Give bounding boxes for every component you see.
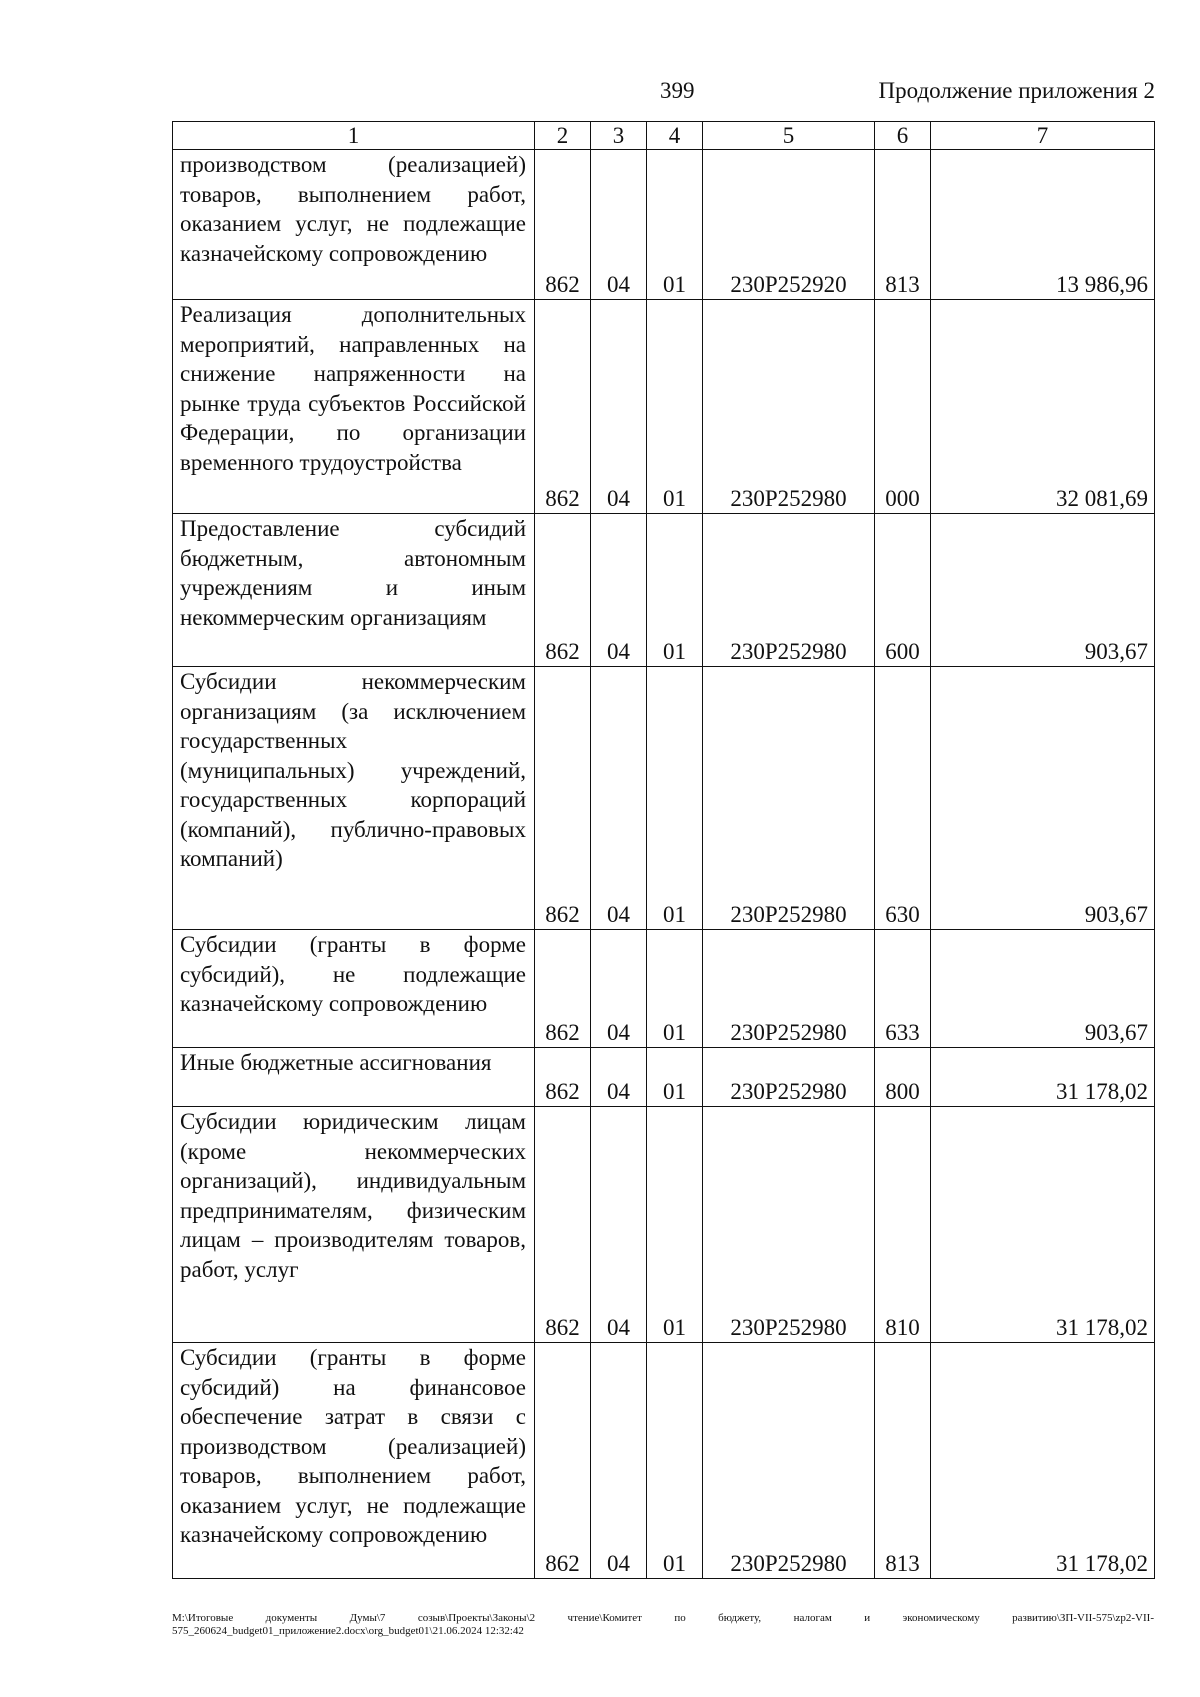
cell-col7: 31 178,02 [931, 1343, 1155, 1579]
row-description: Субсидии (гранты в форме субсидий), не подлежащие казначейскому сопровождению [173, 930, 535, 1048]
page-number: 399 [660, 78, 695, 103]
table-header-row [173, 122, 1155, 150]
cell-col2: 862 [535, 930, 591, 1048]
cell-col5: 230Р252980 [703, 667, 875, 930]
cell-col2: 862 [535, 1107, 591, 1343]
cell-col4: 01 [647, 667, 703, 930]
cell-col5: 230Р252980 [703, 514, 875, 667]
file-path-footer: M:\Итоговые документы Думы\7 созыв\Проекты\Законы\2 чтение\Комитет по бюджету, налогам и экономическому развитию\ЗП-VII-575\zp2-VII-575_260624_budget01_приложение2.docx\org_budget01\21.06.2024 12:32:42 [172, 1612, 1154, 1637]
cell-col5: 230Р252980 [703, 1343, 875, 1579]
cell-col5: 230Р252980 [703, 300, 875, 514]
table-row [173, 514, 1155, 667]
cell-col2: 862 [535, 667, 591, 930]
cell-col7: 13 986,96 [931, 150, 1155, 300]
table-row [173, 930, 1155, 1048]
cell-col5: 230Р252980 [703, 930, 875, 1048]
cell-col3: 04 [591, 1343, 647, 1579]
column-header: 5 [703, 122, 875, 150]
cell-col6: 810 [875, 1107, 931, 1343]
cell-col3: 04 [591, 667, 647, 930]
column-header: 6 [875, 122, 931, 150]
row-description: Субсидии некоммерческим организациям (за исключением государственных (муниципальных) учреждений, государственных корпораций (компаний), публично-правовых компаний) [173, 667, 535, 930]
cell-col6: 630 [875, 667, 931, 930]
cell-col4: 01 [647, 514, 703, 667]
cell-col7: 31 178,02 [931, 1107, 1155, 1343]
cell-col5: 230Р252980 [703, 1107, 875, 1343]
cell-col3: 04 [591, 150, 647, 300]
cell-col7: 32 081,69 [931, 300, 1155, 514]
cell-col7: 903,67 [931, 667, 1155, 930]
cell-col4: 01 [647, 1107, 703, 1343]
cell-col6: 000 [875, 300, 931, 514]
cell-col5: 230Р252920 [703, 150, 875, 300]
table-row [173, 150, 1155, 300]
column-header: 1 [173, 122, 535, 150]
cell-col2: 862 [535, 150, 591, 300]
cell-col4: 01 [647, 1343, 703, 1579]
table-row [173, 300, 1155, 514]
cell-col2: 862 [535, 300, 591, 514]
row-description: Предоставление субсидий бюджетным, автономным учреждениям и иным некоммерческим организациям [173, 514, 535, 667]
cell-col2: 862 [535, 514, 591, 667]
row-description: производством (реализацией) товаров, выполнением работ, оказанием услуг, не подлежащие казначейскому сопровождению [173, 150, 535, 300]
table-row [173, 1107, 1155, 1343]
cell-col7: 903,67 [931, 514, 1155, 667]
cell-col6: 633 [875, 930, 931, 1048]
row-description: Реализация дополнительных мероприятий, направленных на снижение напряженности на рынке труда субъектов Российской Федерации, по организации временного трудоустройства [173, 300, 535, 514]
table-row [173, 1343, 1155, 1579]
column-header: 4 [647, 122, 703, 150]
cell-col2: 862 [535, 1048, 591, 1107]
column-header: 7 [931, 122, 1155, 150]
cell-col4: 01 [647, 150, 703, 300]
cell-col3: 04 [591, 1048, 647, 1107]
row-description: Иные бюджетные ассигнования [173, 1048, 535, 1107]
cell-col5: 230Р252980 [703, 1048, 875, 1107]
table-row [173, 1048, 1155, 1107]
column-header: 3 [591, 122, 647, 150]
row-description: Субсидии юридическим лицам (кроме некоммерческих организаций), индивидуальным предпринимателям, физическим лицам – производителям товаров, работ, услуг [173, 1107, 535, 1343]
row-description: Субсидии (гранты в форме субсидий) на финансовое обеспечение затрат в связи с производством (реализацией) товаров, выполнением работ, оказанием услуг, не подлежащие казначейскому сопровождению [173, 1343, 535, 1579]
cell-col6: 600 [875, 514, 931, 667]
cell-col2: 862 [535, 1343, 591, 1579]
cell-col6: 813 [875, 1343, 931, 1579]
table-row [173, 667, 1155, 930]
cell-col4: 01 [647, 1048, 703, 1107]
cell-col3: 04 [591, 930, 647, 1048]
cell-col3: 04 [591, 300, 647, 514]
column-header: 2 [535, 122, 591, 150]
cell-col7: 903,67 [931, 930, 1155, 1048]
continuation-label: Продолжение приложения 2 [878, 78, 1155, 103]
cell-col6: 800 [875, 1048, 931, 1107]
cell-col4: 01 [647, 300, 703, 514]
budget-table [172, 121, 1155, 1579]
cell-col4: 01 [647, 930, 703, 1048]
cell-col3: 04 [591, 1107, 647, 1343]
cell-col3: 04 [591, 514, 647, 667]
cell-col7: 31 178,02 [931, 1048, 1155, 1107]
cell-col6: 813 [875, 150, 931, 300]
